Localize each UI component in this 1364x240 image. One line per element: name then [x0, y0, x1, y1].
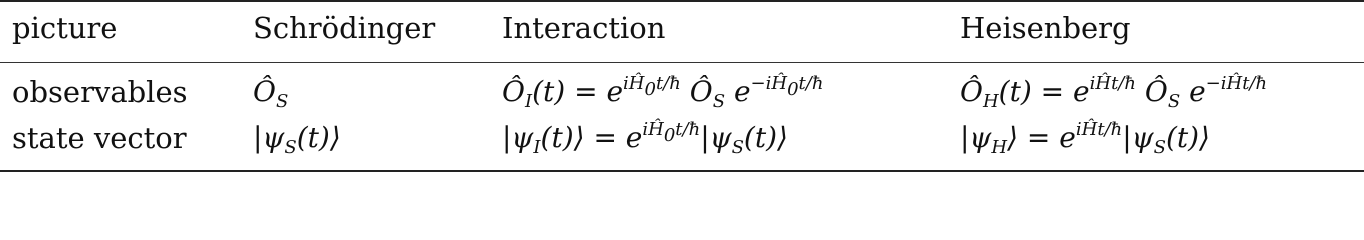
header-picture: picture [12, 11, 118, 45]
heisenberg-observable [960, 73, 1268, 112]
header-schrodinger: Schrödinger [253, 11, 436, 45]
schrodinger-observable-text: $Ô_S$ [253, 75, 289, 112]
schrodinger-state-text: $|\psi_S(t)⟩$ [253, 121, 341, 158]
header-interaction: Interaction [502, 11, 666, 45]
heisenberg-observable-text: $Ô_H(t) = e^{iĤt/ħ}$ $Ô_S$ $e^{-iĤt/ħ}$ [960, 73, 1268, 112]
interaction-observable-text: $Ô_I(t) = e^{iĤ_0t/ħ}$ $Ô_S$ $e^{-iĤ_0t/ħ}$ [502, 73, 824, 112]
heisenberg-state-text: $|\psi_H⟩$ = $e^{iĤt/ħ}|\psi_S(t)⟩$ [960, 119, 1210, 158]
heisenberg-state [960, 119, 1210, 158]
interaction-observable [502, 73, 824, 112]
row-label-state-vector: state vector [12, 121, 187, 155]
schrodinger-observable [253, 75, 289, 112]
interaction-state [502, 119, 788, 158]
header-heisenberg: Heisenberg [960, 11, 1131, 45]
table-bottom-rule [0, 170, 1364, 172]
schrodinger-state [253, 121, 341, 158]
table-header-rule [0, 62, 1364, 63]
table-top-rule [0, 0, 1364, 2]
row-label-observables: observables [12, 75, 188, 109]
interaction-state-text: $|\psi_I(t)⟩$ = $e^{iĤ_0t/ħ}|\psi_S(t)⟩$ [502, 119, 788, 158]
